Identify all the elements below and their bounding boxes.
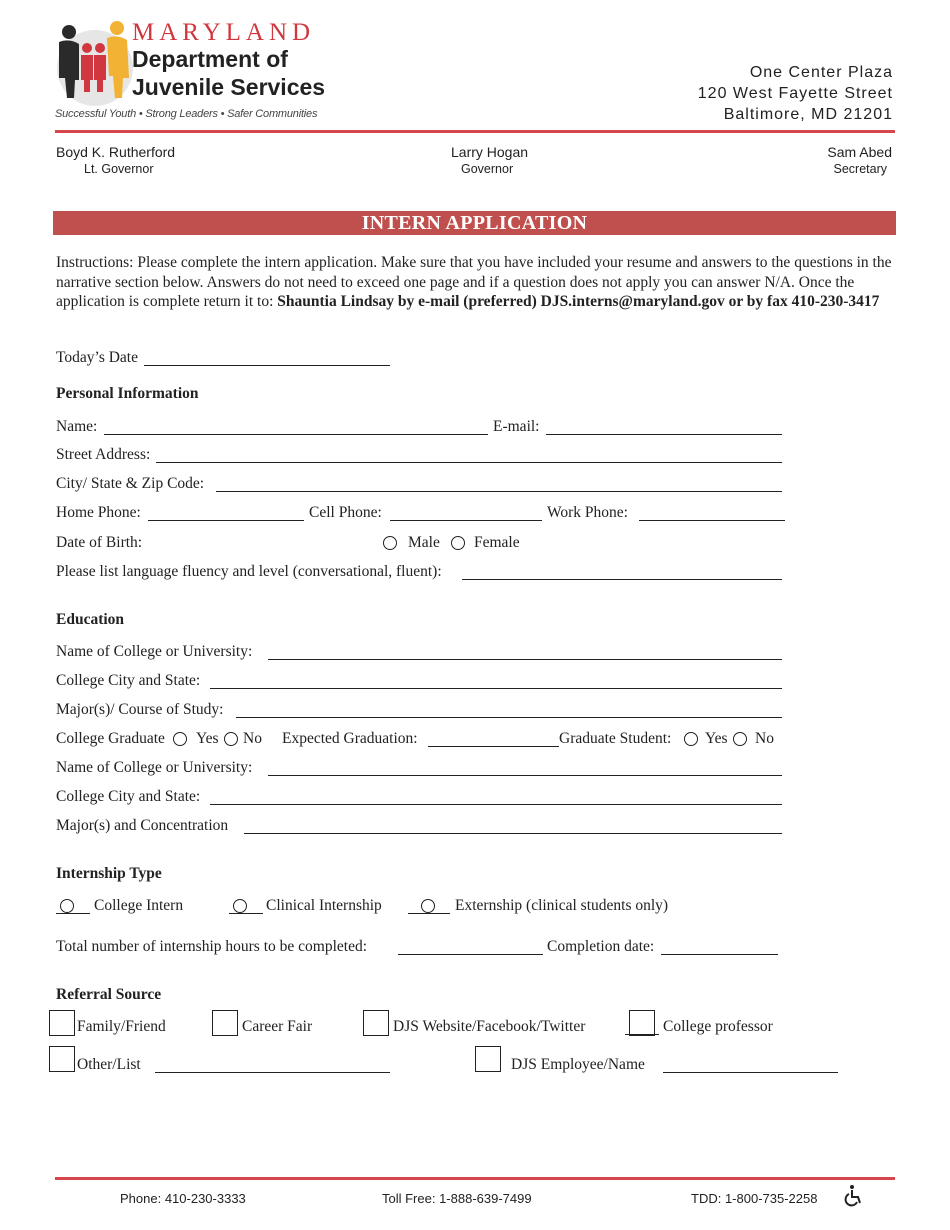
form-title-banner: INTERN APPLICATION [53,211,896,235]
djs-employee-field[interactable] [663,1072,838,1073]
address-line3: Baltimore, MD 21201 [723,106,893,123]
address-line1: One Center Plaza [749,64,893,81]
internship-type-heading: Internship Type [56,865,162,882]
djs-employee-checkbox[interactable] [475,1046,501,1072]
djs-website-checkbox[interactable] [363,1010,389,1036]
other-list-checkbox[interactable] [49,1046,75,1072]
completion-date-label: Completion date: [547,938,655,955]
instructions [56,253,896,312]
family-logo-icon [55,18,135,113]
address-line2: 120 West Fayette Street [697,85,893,102]
home-phone-field[interactable] [148,520,304,521]
clinical-internship-radio[interactable] [233,899,247,913]
grad-student-no-radio[interactable] [733,732,747,746]
college-city1-field[interactable] [210,688,782,689]
college-intern-radio[interactable] [60,899,74,913]
graduate-yes-radio[interactable] [173,732,187,746]
female-label: Female [474,534,520,551]
hours-field[interactable] [398,954,543,955]
official-title-lt-governor: Lt. Governor [84,162,154,176]
logo-state-name: MARYLAND [132,19,316,46]
hours-label: Total number of internship hours to be completed: [56,938,367,955]
college1-label: Name of College or University: [56,643,253,660]
personal-info-heading: Personal Information [56,385,199,402]
college-city2-field[interactable] [210,804,782,805]
family-friend-label: Family/Friend [77,1018,166,1035]
college-intern-label: College Intern [94,897,184,914]
college-graduate-label: College Graduate [56,730,165,747]
family-friend-checkbox[interactable] [49,1010,75,1036]
home-phone-label: Home Phone: [56,504,141,521]
other-list-field[interactable] [155,1072,390,1073]
college1-field[interactable] [268,659,782,660]
logo-dept-line2: Juvenile Services [132,74,326,100]
official-title-secretary: Secretary [833,162,887,176]
education-heading: Education [56,611,125,628]
career-fair-checkbox[interactable] [212,1010,238,1036]
official-name-governor: Larry Hogan [451,144,529,160]
female-radio[interactable] [451,536,465,550]
cell-phone-label: Cell Phone: [309,504,382,521]
male-label: Male [408,534,440,551]
email-label: E-mail: [493,418,540,435]
official-title-governor: Governor [461,162,514,176]
expected-graduation-label: Expected Graduation: [282,730,418,747]
name-field[interactable] [104,434,488,435]
externship-radio[interactable] [421,899,435,913]
college-professor-checkbox[interactable] [629,1010,655,1036]
clinical-internship-label: Clinical Internship [266,897,382,914]
college-intern-underline [56,913,90,914]
footer-tdd: TDD: 1-800-735-2258 [691,1191,818,1206]
djs-website-label: DJS Website/Facebook/Twitter [393,1018,586,1035]
graduate-yes-label: Yes [196,730,219,747]
todays-date-label: Today’s Date [56,349,138,366]
name-label: Name: [56,418,98,435]
djs-employee-label: DJS Employee/Name [511,1056,645,1073]
completion-date-field[interactable] [661,954,778,955]
instructions-text: Instructions: Please complete the intern application. Make sure that you have included your resume and answers to the questions in the narrative section below. Answers do not need to exceed one page and if a question does not apply you can answer N/A. Once the application is complete return it to: [56,254,892,310]
city-field[interactable] [216,491,782,492]
male-radio[interactable] [383,536,397,550]
college-city2-label: College City and State: [56,788,201,805]
header-divider [55,130,895,133]
major2-label: Major(s) and Concentration [56,817,229,834]
footer-toll-free: Toll Free: 1-888-639-7499 [382,1191,532,1206]
logo-tagline: Successful Youth • Strong Leaders • Safer Communities [55,108,318,120]
college2-label: Name of College or University: [56,759,253,776]
graduate-student-label: Graduate Student: [559,730,672,747]
todays-date-field[interactable] [144,365,390,366]
wheelchair-icon [842,1184,866,1213]
language-field[interactable] [462,579,782,580]
major1-label: Major(s)/ Course of Study: [56,701,224,718]
clinical-underline [229,913,263,914]
official-name-secretary: Sam Abed [827,144,892,160]
footer-phone: Phone: 410-230-3333 [120,1191,246,1206]
college-city1-label: College City and State: [56,672,201,689]
major1-field[interactable] [236,717,782,718]
city-label: City/ State & Zip Code: [56,475,205,492]
email-field[interactable] [546,434,782,435]
graduate-no-radio[interactable] [224,732,238,746]
other-list-label: Other/List [77,1056,141,1073]
college2-field[interactable] [268,775,782,776]
cell-phone-field[interactable] [390,520,542,521]
footer-divider [55,1177,895,1180]
expected-graduation-field[interactable] [428,746,559,747]
work-phone-label: Work Phone: [547,504,628,521]
instructions-contact: Shauntia Lindsay by e-mail (preferred) DJS.interns@maryland.gov or by fax 410-230-3417 [277,293,880,310]
street-label: Street Address: [56,446,151,463]
externship-underline [408,913,450,914]
college-professor-label: College professor [663,1018,773,1035]
language-label: Please list language fluency and level (conversational, fluent): [56,563,442,580]
work-phone-field[interactable] [639,520,785,521]
official-name-lt-governor: Boyd K. Rutherford [56,144,176,160]
dob-label: Date of Birth: [56,534,143,551]
grad-student-no-label: No [755,730,774,747]
grad-student-yes-radio[interactable] [684,732,698,746]
major2-field[interactable] [244,833,782,834]
logo-dept-line1: Department of [132,46,288,72]
grad-student-yes-label: Yes [705,730,728,747]
externship-label: Externship (clinical students only) [455,897,669,914]
referral-source-heading: Referral Source [56,986,162,1003]
career-fair-label: Career Fair [242,1018,313,1035]
street-field[interactable] [156,462,782,463]
graduate-no-label: No [243,730,262,747]
